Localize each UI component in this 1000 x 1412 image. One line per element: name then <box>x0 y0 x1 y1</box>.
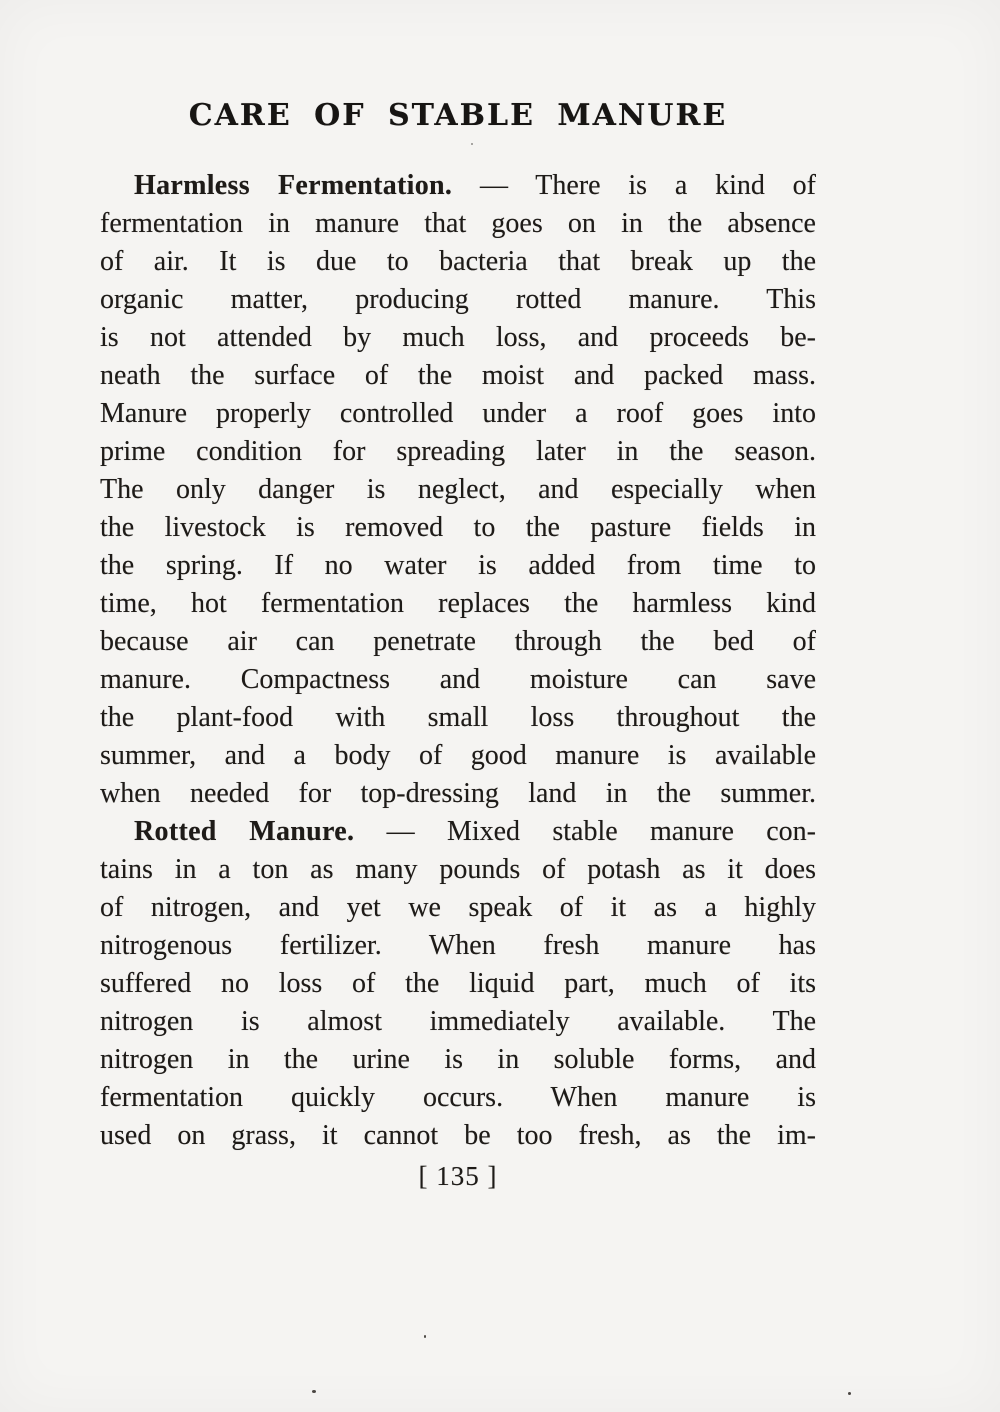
text-line: the spring. If no water is added from time to <box>100 550 816 581</box>
paragraph <box>100 813 816 1155</box>
text-line: fermentation in manure that goes on in the absence <box>100 208 816 239</box>
text-line: organic matter, producing rotted manure. This <box>100 284 816 315</box>
text-line: nitrogen is almost immediately available. The <box>100 1006 816 1037</box>
paragraph <box>100 167 816 813</box>
text-line: time, hot fermentation replaces the harmless kind <box>100 588 816 619</box>
scan-speck <box>424 1335 426 1338</box>
text-line: Manure properly controlled under a roof goes into <box>100 398 816 429</box>
text-line: of nitrogen, and yet we speak of it as a highly <box>100 892 816 923</box>
text-line: Harmless Fermentation. — There is a kind of <box>134 170 816 201</box>
text-line: summer, and a body of good manure is available <box>100 740 816 771</box>
text-line: prime condition for spreading later in the season. <box>100 436 816 467</box>
text-line: Rotted Manure. — Mixed stable manure con- <box>134 816 816 847</box>
scan-speck <box>471 143 473 145</box>
page-number: [ 135 ] <box>418 1161 498 1191</box>
text-line: of air. It is due to bacteria that break up the <box>100 246 816 277</box>
text-line: the livestock is removed to the pasture fields in <box>100 512 816 543</box>
text-line: when needed for top-dressing land in the summer. <box>100 778 816 809</box>
text-line: the plant-food with small loss throughout the <box>100 702 816 733</box>
text-line: suffered no loss of the liquid part, much of its <box>100 968 816 999</box>
page-title: CARE OF STABLE MANURE <box>188 98 728 133</box>
text-line: tains in a ton as many pounds of potash as it does <box>100 854 816 885</box>
body-text <box>100 167 816 1155</box>
text-line: nitrogenous fertilizer. When fresh manure has <box>100 930 816 961</box>
scan-speck <box>312 1390 316 1393</box>
text-line: nitrogen in the urine is in soluble forms, and <box>100 1044 816 1075</box>
text-line: because air can penetrate through the bed of <box>100 626 816 657</box>
scan-speck <box>848 1392 851 1395</box>
text-line: manure. Compactness and moisture can save <box>100 664 816 695</box>
text-line: fermentation quickly occurs. When manure is <box>100 1082 816 1113</box>
text-line: is not attended by much loss, and proceeds be- <box>100 322 816 353</box>
text-line: The only danger is neglect, and especially when <box>100 474 816 505</box>
text-line: used on grass, it cannot be too fresh, as the im- <box>100 1120 816 1151</box>
text-line: neath the surface of the moist and packed mass. <box>100 360 816 391</box>
